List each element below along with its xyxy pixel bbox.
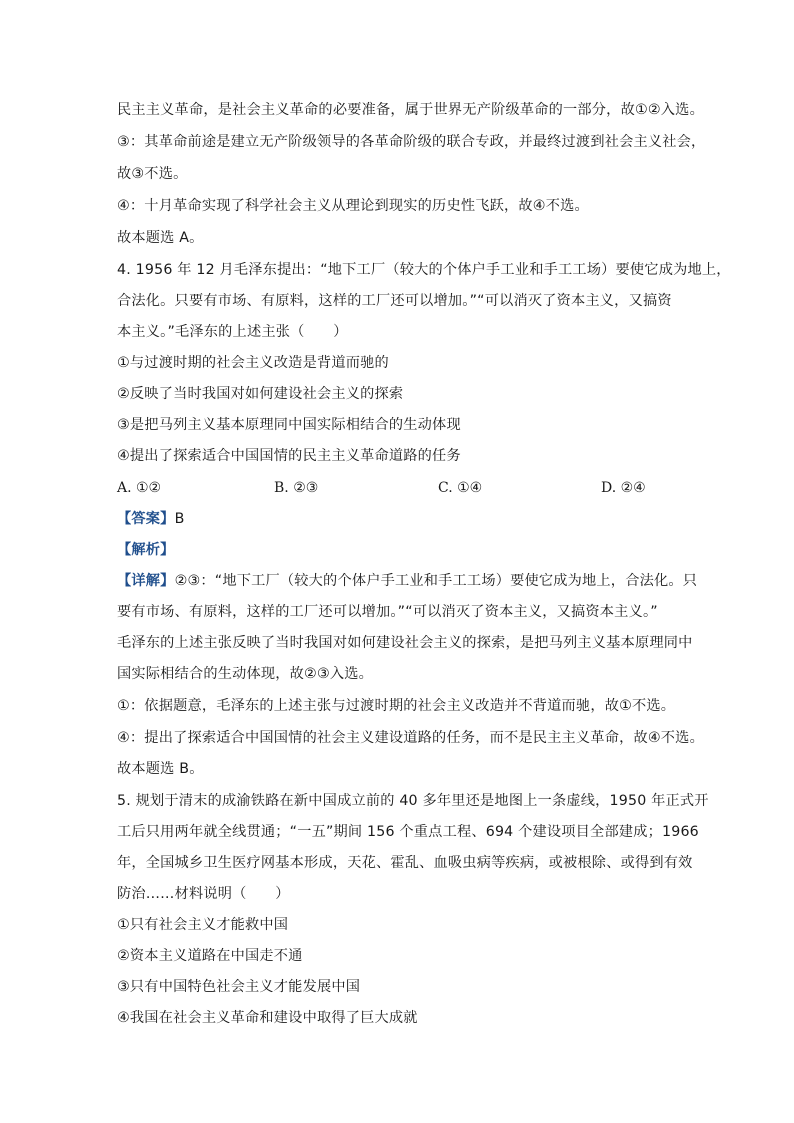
text-line: ③：其革命前途是建立无产阶级领导的各革命阶级的联合专政，并最终过渡到社会主义社会，	[117, 134, 706, 150]
text-line: 故③不选。	[117, 166, 188, 182]
statement-2: ②资本主义道路在中国走不通	[117, 948, 303, 964]
answer-value: B	[174, 511, 185, 527]
detail-line	[117, 571, 697, 591]
analysis-line	[117, 540, 175, 560]
text-line: 毛泽东的上述主张反映了当时我国对如何建设社会主义的探索，是把马列主义基本原理同中	[117, 635, 693, 651]
text-line: 合法化。只要有市场、有原料，这样的工厂还可以增加。”“可以消灭了资本主义，又搞资	[117, 293, 672, 309]
option-b: B. ②③	[274, 480, 319, 496]
text-line: 故本题选 A。	[117, 230, 204, 246]
text-line: 工后只用两年就全线贯通；“一五”期间 156 个重点工程、694 个建设项目全部建成；1966	[117, 824, 699, 840]
text-line: 故本题选 B。	[117, 761, 204, 777]
answer-tag: 【答案】	[117, 511, 175, 527]
detail-tag: 【详解】	[117, 573, 175, 589]
text-line: 年，全国城乡卫生医疗网基本形成，天花、霍乱、血吸虫病等疾病，或被根除、或得到有效	[117, 855, 693, 871]
statement-1: ①与过渡时期的社会主义改造是背道而驰的	[117, 355, 389, 371]
statement-3: ③是把马列主义基本原理同中国实际相结合的生动体现	[117, 417, 461, 433]
statement-1: ①只有社会主义才能救中国	[117, 917, 289, 933]
statement-2: ②反映了当时我国对如何建设社会主义的探索	[117, 386, 404, 402]
statement-3: ③只有中国特色社会主义才能发展中国	[117, 979, 361, 995]
analysis-tag: 【解析】	[117, 542, 175, 558]
text-line: 民主主义革命，是社会主义革命的必要准备，属于世界无产阶级革命的一部分，故①②入选。	[117, 102, 704, 118]
statement-4: ④提出了探索适合中国国情的民主主义革命道路的任务	[117, 448, 461, 464]
detail-text: ②③：“地下工厂（较大的个体户手工业和手工工场）要使它成为地上，合法化。只	[174, 573, 698, 589]
question-4-stem: 4. 1956 年 12 月毛泽东提出：“地下工厂（较大的个体户手工业和手工工场）要使它成为地上，	[117, 262, 731, 278]
answer-line	[117, 509, 185, 529]
text-line: 本主义。”毛泽东的上述主张（ ）	[117, 324, 348, 340]
option-d: D. ②④	[601, 480, 646, 496]
text-line: ①：依据题意，毛泽东的上述主张与过渡时期的社会主义改造并不背道而驰，故①不选。	[117, 698, 676, 714]
text-line: 要有市场、有原料，这样的工厂还可以增加。”“可以消灭了资本主义，又搞资本主义。”	[117, 604, 658, 620]
text-line: ④：提出了探索适合中国国情的社会主义建设道路的任务，而不是民主主义革命，故④不选。	[117, 730, 704, 746]
text-line: ④：十月革命实现了科学社会主义从理论到现实的历史性飞跃，故④不选。	[117, 198, 589, 214]
question-5-stem: 5. 规划于清末的成渝铁路在新中国成立前的 40 多年里还是地图上一条虚线，1950 年正式开	[117, 793, 709, 809]
text-line: 防治……材料说明（ ）	[117, 886, 290, 902]
text-line: 国实际相结合的生动体现，故②③入选。	[117, 666, 374, 682]
option-a: A. ①②	[117, 480, 162, 496]
statement-4: ④我国在社会主义革命和建设中取得了巨大成就	[117, 1010, 418, 1026]
option-c: C. ①④	[438, 480, 483, 496]
